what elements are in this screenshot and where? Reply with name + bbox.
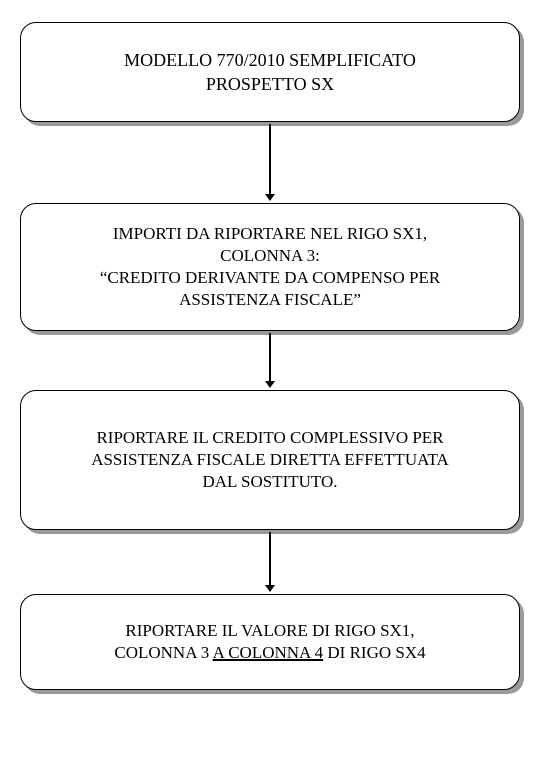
step-text-line: “CREDITO DERIVANTE DA COMPENSO PER — [99, 268, 441, 287]
step-text-line: DAL SOSTITUTO. — [202, 472, 338, 491]
down-arrow-connector — [269, 532, 271, 590]
underlined-text: A COLONNA 4 — [212, 643, 324, 662]
step-text — [91, 427, 449, 493]
step-text — [114, 620, 425, 664]
step-text-segment: DI RIGO SX4 — [323, 643, 426, 662]
step-box-valore-rigo-sx4 — [20, 594, 520, 690]
step-text-line: MODELLO 770/2010 SEMPLIFICATO — [124, 50, 416, 70]
step-text-line: ASSISTENZA FISCALE DIRETTA EFFETTUATA — [91, 450, 449, 469]
step-box-modello-770 — [20, 22, 520, 122]
step-box-importi-rigo-sx1 — [20, 203, 520, 331]
down-arrow-connector — [269, 124, 271, 199]
step-text-segment: COLONNA 3 — [114, 643, 213, 662]
step-text-line: RIPORTARE IL VALORE DI RIGO SX1, — [125, 621, 415, 640]
step-text-line: RIPORTARE IL CREDITO COMPLESSIVO PER — [96, 428, 444, 447]
step-text — [100, 223, 440, 311]
step-text-line — [114, 642, 425, 664]
step-text-line: IMPORTI DA RIPORTARE NEL RIGO SX1, — [112, 224, 428, 243]
step-text-line: ASSISTENZA FISCALE” — [179, 290, 361, 309]
step-text — [124, 48, 416, 96]
step-box-credito-complessivo — [20, 390, 520, 530]
step-text-line: COLONNA 3: — [220, 246, 320, 265]
down-arrow-connector — [269, 333, 271, 386]
step-text-line: PROSPETTO SX — [205, 74, 335, 94]
